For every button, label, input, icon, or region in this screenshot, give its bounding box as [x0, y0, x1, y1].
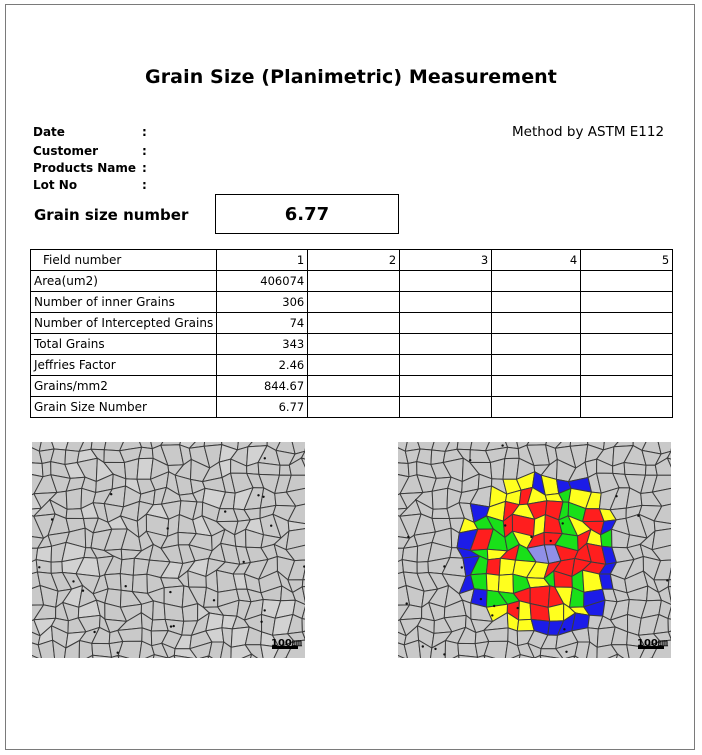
row-label: Grain Size Number: [31, 397, 217, 418]
grain: [668, 580, 671, 587]
cell: [308, 397, 400, 418]
grain: [66, 488, 82, 509]
inclusion: [530, 536, 532, 538]
cell: [492, 292, 581, 313]
grain: [302, 580, 305, 587]
inclusion: [110, 493, 112, 495]
row-label: Number of inner Grains: [31, 292, 217, 313]
inclusion: [434, 648, 436, 650]
inclusion: [469, 459, 471, 461]
inclusion: [170, 625, 172, 627]
cell: [400, 292, 492, 313]
cell: 306: [217, 292, 308, 313]
grain: [486, 558, 500, 575]
cell: [581, 292, 673, 313]
inclusion: [243, 561, 245, 563]
inclusion: [491, 614, 493, 616]
inclusion: [461, 566, 463, 568]
inclusion: [517, 607, 519, 609]
cell: [400, 376, 492, 397]
table-row: [31, 355, 673, 376]
cell: 844.67: [217, 376, 308, 397]
inclusion: [563, 628, 565, 630]
inclusion: [637, 515, 639, 517]
cell: [492, 376, 581, 397]
cell: 6.77: [217, 397, 308, 418]
grain: [486, 574, 499, 592]
lot-no-colon: :: [142, 178, 147, 192]
inclusion: [422, 645, 424, 647]
grain-size-number-label: Grain size number: [34, 206, 189, 224]
micrograph-original: [32, 442, 305, 658]
inclusion: [443, 565, 445, 567]
table-row: [31, 271, 673, 292]
cell: 343: [217, 334, 308, 355]
cell: 406074: [217, 271, 308, 292]
cell: [308, 271, 400, 292]
grain: [302, 619, 305, 632]
inclusion: [262, 496, 264, 498]
inclusion: [82, 590, 84, 592]
grain: [132, 574, 147, 593]
grain: [120, 558, 134, 575]
inclusion: [264, 609, 266, 611]
inclusion: [493, 605, 495, 607]
cell: [400, 271, 492, 292]
grain: [490, 459, 504, 480]
header-col: 4: [492, 250, 581, 271]
inclusion: [167, 527, 169, 529]
micrograph-analyzed-svg: [398, 442, 671, 658]
cell: [400, 355, 492, 376]
inclusion: [93, 631, 95, 633]
inclusion: [550, 540, 552, 542]
grain: [42, 462, 51, 477]
grain: [445, 641, 459, 659]
micrograph-analyzed: [398, 442, 671, 658]
grain: [124, 459, 138, 480]
inclusion: [51, 518, 53, 520]
inclusion: [260, 621, 262, 623]
grain: [118, 641, 142, 658]
inclusion: [264, 457, 266, 459]
cell: [581, 313, 673, 334]
table-row: [31, 334, 673, 355]
grain: [498, 574, 513, 593]
grain: [484, 628, 508, 642]
row-label: Grains/mm2: [31, 376, 217, 397]
inclusion: [213, 599, 215, 601]
inclusion: [72, 580, 74, 582]
customer-label: Customer: [33, 144, 99, 158]
cell: [308, 313, 400, 334]
cell: [308, 334, 400, 355]
micrograph-original-svg: [32, 442, 305, 658]
cell: [581, 376, 673, 397]
grain: [484, 641, 508, 658]
grain-size-number-value: 6.77: [215, 194, 399, 234]
grain: [519, 601, 532, 620]
inclusion: [480, 598, 482, 600]
grain: [118, 628, 142, 642]
cell: [400, 313, 492, 334]
inclusion: [443, 653, 445, 655]
inclusion: [407, 536, 409, 538]
inclusion: [38, 566, 40, 568]
measurement-table: [30, 249, 673, 418]
header-col: 3: [400, 250, 492, 271]
cell: [492, 271, 581, 292]
report-title: Grain Size (Planimetric) Measurement: [145, 66, 557, 88]
inclusion: [666, 579, 668, 581]
scale-bar-original: 100㎛: [271, 638, 302, 649]
method-text: Method by ASTM E112: [512, 124, 665, 140]
row-label: Jeffries Factor: [31, 355, 217, 376]
cell: 2.46: [217, 355, 308, 376]
inclusion: [504, 524, 506, 526]
inclusion: [406, 602, 408, 604]
row-label: Number of Intercepted Grains: [31, 313, 217, 334]
cell: [400, 397, 492, 418]
cell: [492, 355, 581, 376]
inclusion: [565, 651, 567, 653]
cell: [308, 292, 400, 313]
grain: [258, 463, 280, 476]
grain: [668, 619, 671, 632]
cell: [308, 355, 400, 376]
header-col: 1: [217, 250, 308, 271]
grain: [402, 560, 417, 574]
inclusion: [501, 444, 503, 446]
grain: [51, 562, 62, 574]
inclusion: [562, 522, 564, 524]
grain: [408, 462, 417, 477]
cell: [581, 271, 673, 292]
inclusion: [117, 652, 119, 654]
inclusion: [125, 585, 127, 587]
inclusion: [257, 494, 259, 496]
grain: [624, 463, 646, 476]
customer-colon: :: [142, 144, 147, 158]
table-row: [31, 292, 673, 313]
table-header-row: [31, 250, 673, 271]
lot-no-label: Lot No: [33, 178, 78, 192]
inclusion: [615, 495, 617, 497]
cell: [581, 355, 673, 376]
grain: [139, 447, 153, 458]
grain: [417, 562, 428, 574]
inclusion: [173, 625, 175, 627]
table-row: [31, 376, 673, 397]
products-name-label: Products Name: [33, 161, 137, 175]
table-row: [31, 397, 673, 418]
inclusion: [224, 510, 226, 512]
cell: 74: [217, 313, 308, 334]
cell: [492, 334, 581, 355]
row-label: Total Grains: [31, 334, 217, 355]
cell: [581, 397, 673, 418]
grain: [79, 641, 93, 659]
cell: [400, 334, 492, 355]
date-label: Date: [33, 125, 65, 139]
cell: [492, 313, 581, 334]
cell: [308, 376, 400, 397]
grain: [505, 447, 519, 458]
table-row: [31, 313, 673, 334]
cell: [581, 334, 673, 355]
date-colon: :: [142, 125, 147, 139]
inclusion: [270, 525, 272, 527]
products-name-colon: :: [142, 161, 147, 175]
grain: [153, 601, 166, 620]
inclusion: [169, 591, 171, 593]
row-label: Area(um2): [31, 271, 217, 292]
header-label: Field number: [31, 250, 217, 271]
header-col: 5: [581, 250, 673, 271]
cell: [492, 397, 581, 418]
header-col: 2: [308, 250, 400, 271]
grain: [120, 574, 133, 592]
scale-bar-analyzed: 100㎛: [637, 638, 668, 649]
grain: [432, 488, 448, 509]
